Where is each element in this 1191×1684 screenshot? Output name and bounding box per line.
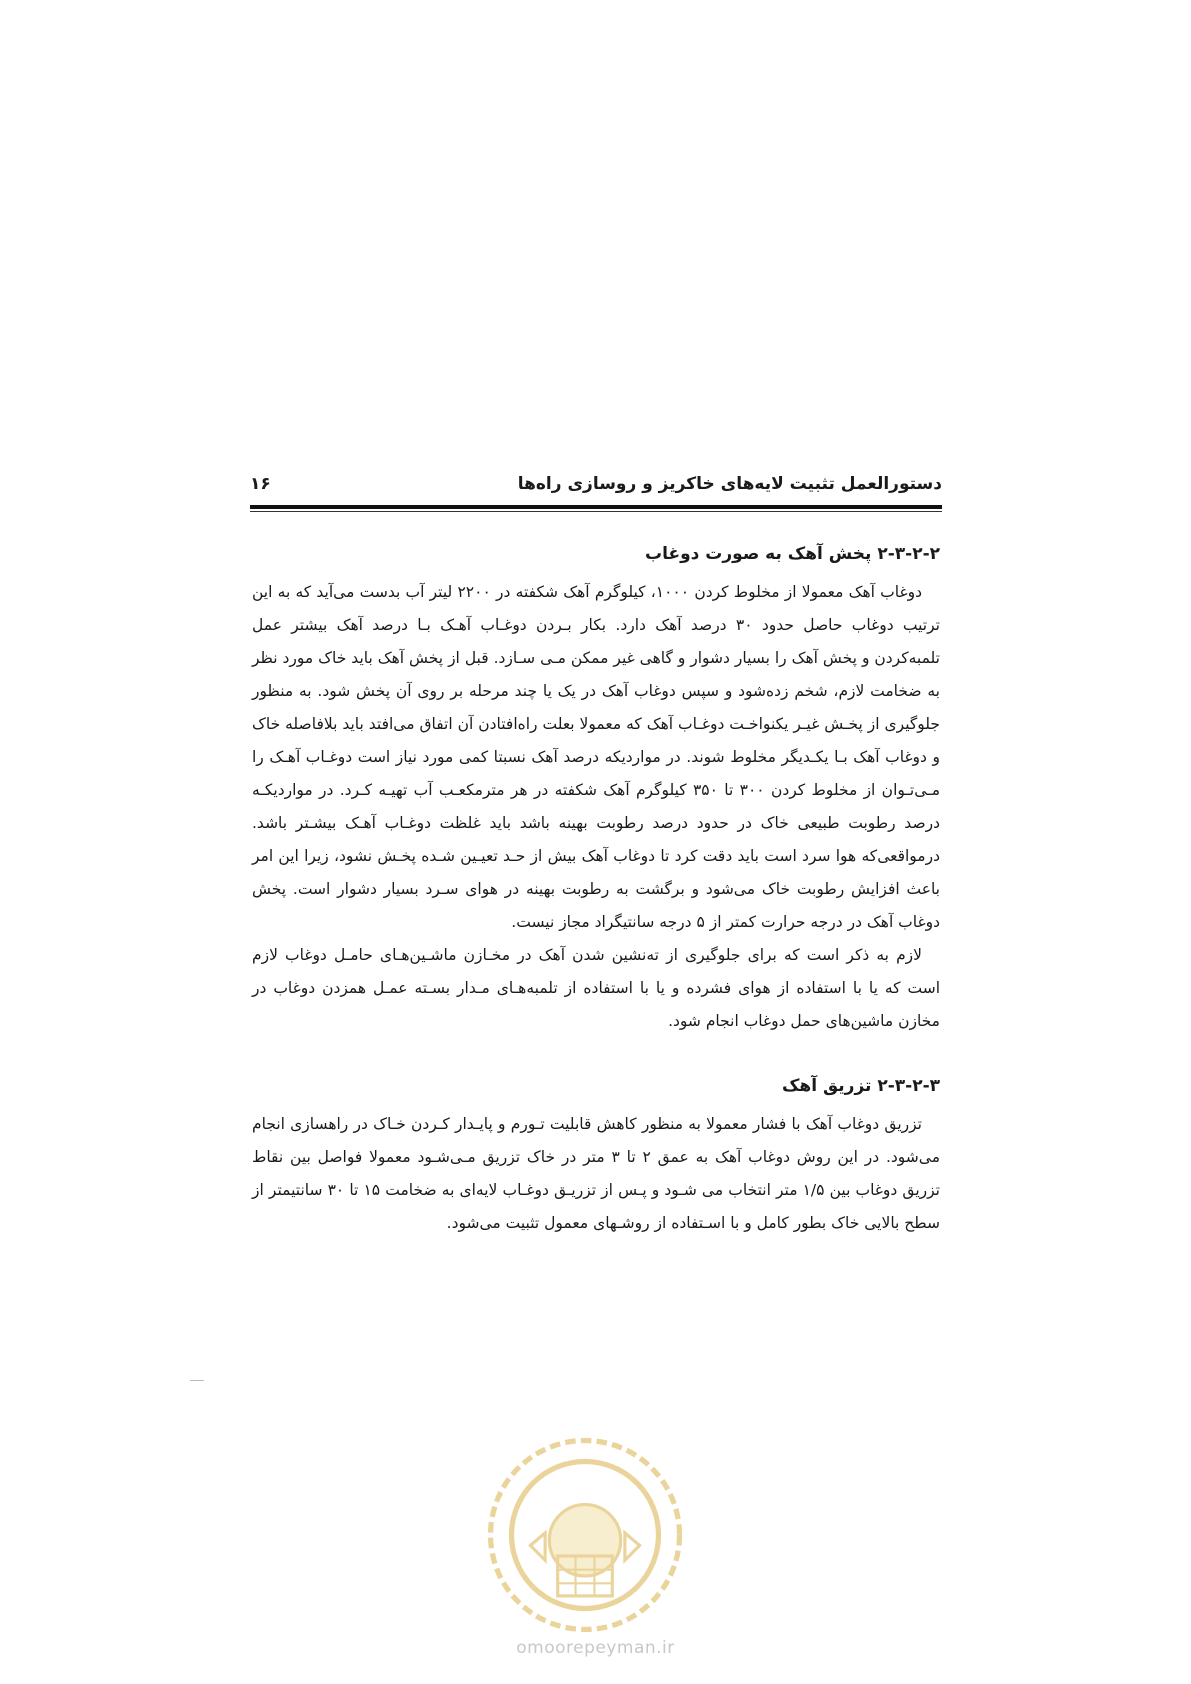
header-title: دستورالعمل تثبیت لایه‌های خاکریز و روسازی راه‌ها bbox=[517, 474, 942, 494]
body-text bbox=[252, 540, 940, 1240]
running-header bbox=[250, 474, 942, 504]
section-gap bbox=[252, 1038, 940, 1072]
margin-mark bbox=[190, 1380, 204, 1381]
paragraph-slurry-1: دوغاب آهک معمولا از مخلوط کردن ۱۰۰۰، کیلوگرم آهک شکفته در ۲۲۰۰ لیتر آب بدست می‌آید که به این ترتیب دوغاب حاصل حدود ۳۰ درصد آهک دارد. بکار بـردن دوغـاب آهـک بـا درصد آهک بیشتر عمل تلمبه‌کردن و پخش آهک را بسیار دشوار و گاهی غیر ممکن مـی سـازد. قبل از پخش آهک باید خاک مورد نظر به ضخامت لازم، شخم زده‌شود و سپس دوغاب آهک در یک یا چند مرحله بر روی آن پخش شود. به منظور جلوگیری از پخـش غیـر یکنواخـت دوغـاب آهک که معمولا بعلت راه‌افتادن آن اتفاق می‌افتد باید بلافاصله خاک و دوغاب آهک بـا یکـدیگر مخلوط شوند. در مواردیکه درصد آهک نسبتا کمی مورد نیاز است دوغـاب آهـک را مـی‌تـوان از مخلوط کردن ۳۰۰ تا ۳۵۰ کیلوگرم آهک شکفته در هر مترمکعـب آب تهیـه کـرد. در مواردیکـه درصد رطوبت طبیعی خاک در حدود درصد رطوبت بهینه باشد باید غلظت دوغـاب آهـک بیشـتر باشد. درمواقعی‌که هوا سرد است باید دقت کرد تا دوغاب آهک بیش از حـد تعیـین شـده پخـش نشود، زیرا این امر باعث افزایش رطوبت خاک می‌شود و برگشت به رطوبت بهینه در هوای سـرد بسیار دشوار است. پخش دوغاب آهک در درجه حرارت کمتر از ۵ درجه سانتیگراد مجاز نیست. bbox=[252, 583, 940, 931]
section-heading-slurry: ۲-۳-۲-۲ پخش آهک به صورت دوغاب bbox=[645, 544, 940, 564]
paragraph-slurry-2: لازم به ذکر است که برای جلوگیری از ته‌نشین شدن آهک در مخـازن ماشـین‌هـای حامـل دوغاب لازم است که یا با استفاده از هوای فشرده و یا با استفاده از تلمبه‌هـای مـدار بسـته عمـل همزدن دوغاب در مخازن ماشین‌های حمل دوغاب انجام شود. bbox=[252, 946, 940, 1030]
seal-stamp-icon bbox=[480, 1430, 690, 1640]
section-heading-injection: ۲-۳-۲-۳ تزریق آهک bbox=[782, 1076, 940, 1096]
watermark-url: omoorepeyman.ir bbox=[516, 1638, 675, 1658]
header-rule-thick bbox=[250, 505, 942, 509]
page-number: ۱۶ bbox=[250, 474, 271, 494]
paragraph-injection-1: تزریق دوغاب آهک با فشار معمولا به منظور کاهش قابلیت تـورم و پایـدار کـردن خـاک در راهسازی انجام می‌شود. در این روش دوغاب آهک به عمق ۲ تا ۳ متر در خاک تزریق مـی‌شـود معمولا فواصل بین نقاط تزریق دوغاب بین ۱/۵ متر انتخاب می شـود و پـس از تزریـق دوغـاب لایه‌ای به ضخامت ۱۵ تا ۳۰ سانتیمتر از سطح بالایی خاک بطور کامل و با اسـتفاده از روشـهای معمول تثبیت می‌شود. bbox=[252, 1115, 940, 1232]
header-rule-thin bbox=[250, 511, 942, 512]
